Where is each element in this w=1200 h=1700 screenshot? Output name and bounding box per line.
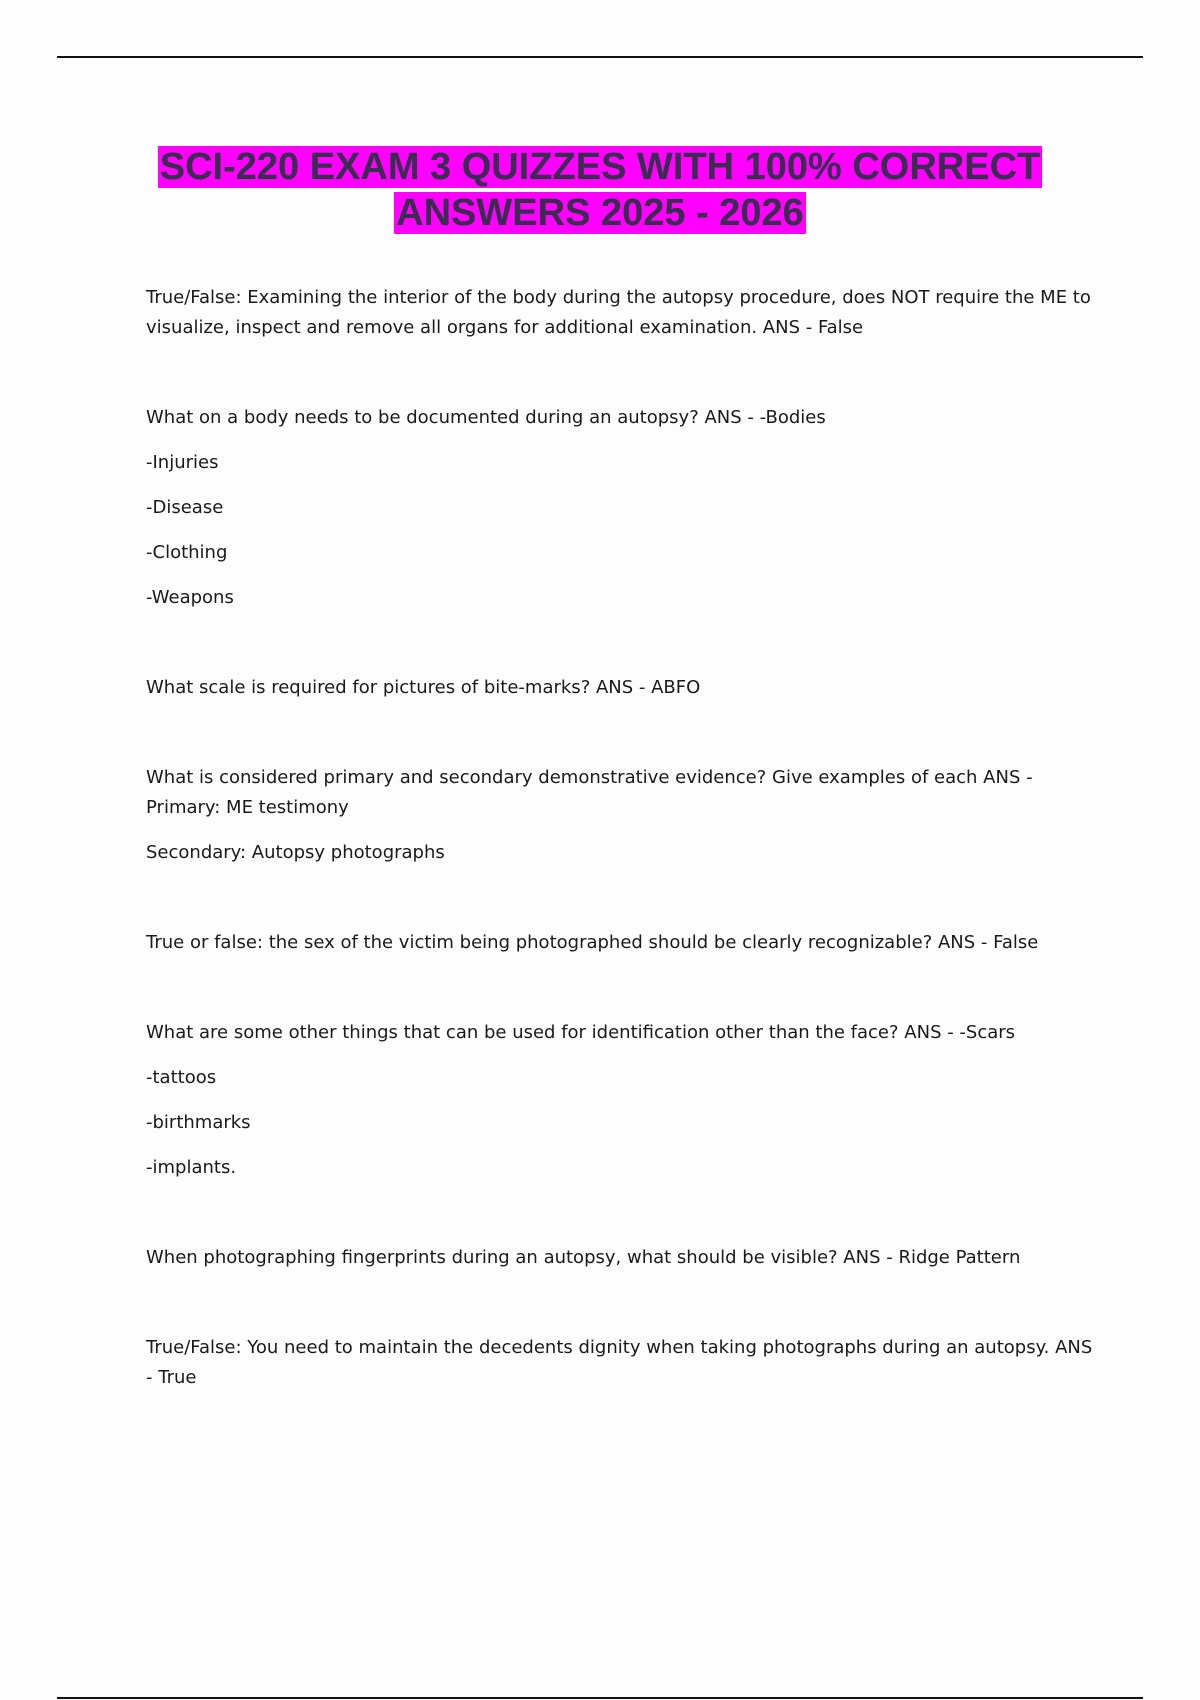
qa-question: What is considered primary and secondary demonstrative evidence? Give examples of each ANS - Primary: ME testimony bbox=[146, 767, 1033, 818]
qa-item bbox=[146, 403, 1096, 613]
qa-question: What on a body needs to be documented during an autopsy? ANS - -Bodies bbox=[146, 407, 826, 428]
qa-question: What scale is required for pictures of bite-marks? ANS - ABFO bbox=[146, 677, 701, 698]
bottom-rule bbox=[57, 1697, 1143, 1699]
qa-item bbox=[146, 763, 1096, 868]
qa-item bbox=[146, 928, 1096, 958]
qa-item bbox=[146, 1243, 1096, 1273]
qa-answer-line: -birthmarks bbox=[146, 1112, 251, 1133]
qa-item bbox=[146, 1018, 1096, 1183]
qa-question: What are some other things that can be used for identification other than the face? ANS - -Scars bbox=[146, 1022, 1016, 1043]
qa-item bbox=[146, 1333, 1096, 1393]
document-title bbox=[100, 144, 1100, 236]
title-line-2: ANSWERS 2025 - 2026 bbox=[396, 192, 804, 234]
qa-question: True or false: the sex of the victim being photographed should be clearly recognizable? ANS - False bbox=[146, 932, 1039, 953]
qa-content bbox=[146, 283, 1096, 1393]
top-rule bbox=[57, 56, 1143, 58]
qa-answer-line: -implants. bbox=[146, 1157, 237, 1178]
qa-question: When photographing fingerprints during an autopsy, what should be visible? ANS - Ridge Pattern bbox=[146, 1247, 1021, 1268]
qa-answer-line: Secondary: Autopsy photographs bbox=[146, 842, 445, 863]
qa-answer-line: -Disease bbox=[146, 497, 224, 518]
qa-item bbox=[146, 673, 1096, 703]
qa-question: True/False: You need to maintain the decedents dignity when taking photographs during an autopsy. ANS - True bbox=[146, 1337, 1093, 1388]
qa-answer-line: -Weapons bbox=[146, 587, 234, 608]
qa-answer-line: -tattoos bbox=[146, 1067, 217, 1088]
qa-answer-line: -Clothing bbox=[146, 542, 228, 563]
title-line-1: SCI-220 EXAM 3 QUIZZES WITH 100% CORRECT bbox=[159, 146, 1041, 188]
qa-answer-line: -Injuries bbox=[146, 452, 219, 473]
qa-item bbox=[146, 283, 1096, 343]
qa-question: True/False: Examining the interior of the body during the autopsy procedure, does NOT require the ME to visualize, inspect and remove all organs for additional examination. ANS - False bbox=[146, 287, 1091, 338]
